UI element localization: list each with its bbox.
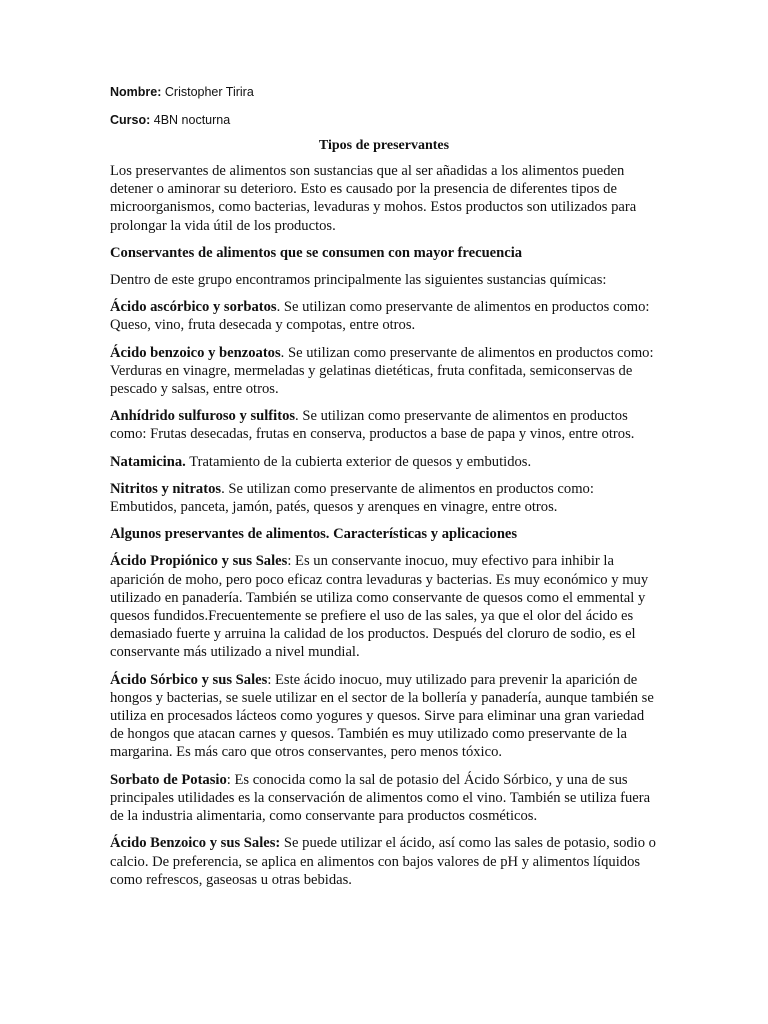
course-line: [110, 112, 658, 128]
preservative-term: Anhídrido sulfuroso y sulfitos: [110, 408, 296, 425]
preservative-description: Se puede utilizar el ácido, así como las sales de potasio, sodio o calcio. De preferencia, se aplica en alimentos con bajos valores de pH y alimentos líquidos como refrescos, gaseosas u otras bebidas.: [110, 835, 656, 888]
preservative-term: Ácido benzoico y benzoatos: [110, 344, 281, 361]
preservative-term: Ácido ascórbico y sorbatos: [110, 299, 277, 316]
course-value: 4BN nocturna: [150, 113, 231, 127]
preservative-description: Tratamiento de la cubierta exterior de quesos y embutidos.: [185, 453, 532, 470]
preservative-item: [110, 344, 658, 399]
document-title: Tipos de preservantes: [318, 138, 450, 153]
section1-heading: Conservantes de alimentos que se consumen con mayor frecuencia: [110, 244, 523, 261]
preservative-item: [110, 407, 658, 443]
preservative-description: : Este ácido inocuo, muy utilizado para prevenir la aparición de hongos y bacterias, se suele utilizar en el sector de la bollería y panadería, aunque también se utiliza en procesados lácteos como yogures y quesos. Sirve para eliminar una gran variedad de hongos que atacan carnes y quesos. También es muy utilizado como preservante de la margarina. Es más caro que otros conservantes, pero menos tóxico.: [110, 671, 654, 761]
preservative-term: Ácido Propiónico y sus Sales: [110, 553, 288, 570]
section1-lead: Dentro de este grupo encontramos principalmente las siguientes sustancias químicas:: [110, 272, 607, 289]
preservative-item: [110, 771, 658, 826]
name-label: Nombre:: [110, 85, 162, 99]
preservative-item: [110, 834, 658, 889]
preservative-item: [110, 552, 658, 661]
preservative-item: [110, 480, 658, 516]
intro-paragraph: Los preservantes de alimentos son sustancias que al ser añadidas a los alimentos pueden detener o aminorar su deterioro. Esto es causado por la presencia de diferentes tipos de microorganismos, como bacterias, levaduras y mohos. Estos productos son utilizados para prolongar la vida útil de los productos.: [110, 163, 637, 234]
course-label: Curso:: [110, 113, 151, 127]
preservative-term: Ácido Sórbico y sus Sales: [110, 671, 268, 688]
preservative-description: . Se utilizan como preservante de alimentos en productos como: Queso, vino, fruta desecada y compotas, entre otros.: [110, 299, 650, 334]
preservative-term: Nitritos y nitratos: [110, 480, 222, 497]
preservative-term: Ácido Benzoico y sus Sales:: [110, 835, 281, 852]
section2-heading: Algunos preservantes de alimentos. Características y aplicaciones: [110, 526, 518, 543]
name-value: Cristopher Tirira: [161, 85, 254, 99]
preservative-description: . Se utilizan como preservante de alimentos en productos como: Embutidos, panceta, jamón, patés, quesos y arenques en vinagre, entre otros.: [110, 480, 594, 516]
student-name-line: [110, 84, 658, 100]
preservative-description: : Es un conservante inocuo, muy efectivo para inhibir la aparición de moho, pero poco eficaz contra levaduras y bacterias. Es muy económico y muy utilizado en panadería. También se utiliza como conservante de quesos como el emmental y quesos fundidos.Frecuentemente se prefiere el uso de las sales, ya que el olor del ácido es demasiado fuerte y arruina la calidad de los productos. Después del cloruro de sodio, es el conservante más utilizado a nivel mundial.: [110, 553, 649, 661]
preservative-item: [110, 298, 658, 334]
preservative-item: [110, 671, 658, 762]
preservative-description: . Se utilizan como preservante de alimentos en productos como: Verduras en vinagre, mermeladas y gelatinas dietéticas, fruta confitada, semiconservas de pescado y salsas, entre otros.: [110, 344, 654, 398]
preservative-term: Natamicina.: [110, 453, 186, 470]
preservative-description: : Es conocida como la sal de potasio del Ácido Sórbico, y una de sus principales utilidades es la conservación de alimentos como el vino. También se utiliza fuera de la industria alimentaria, como conservante para productos cosméticos.: [110, 771, 651, 825]
preservative-term: Sorbato de Potasio: [110, 771, 227, 788]
preservative-description: . Se utilizan como preservante de alimentos en productos como: Frutas desecadas, frutas en conserva, productos a base de papa y vinos, entre otros.: [110, 408, 635, 443]
preservative-item: [110, 453, 658, 471]
